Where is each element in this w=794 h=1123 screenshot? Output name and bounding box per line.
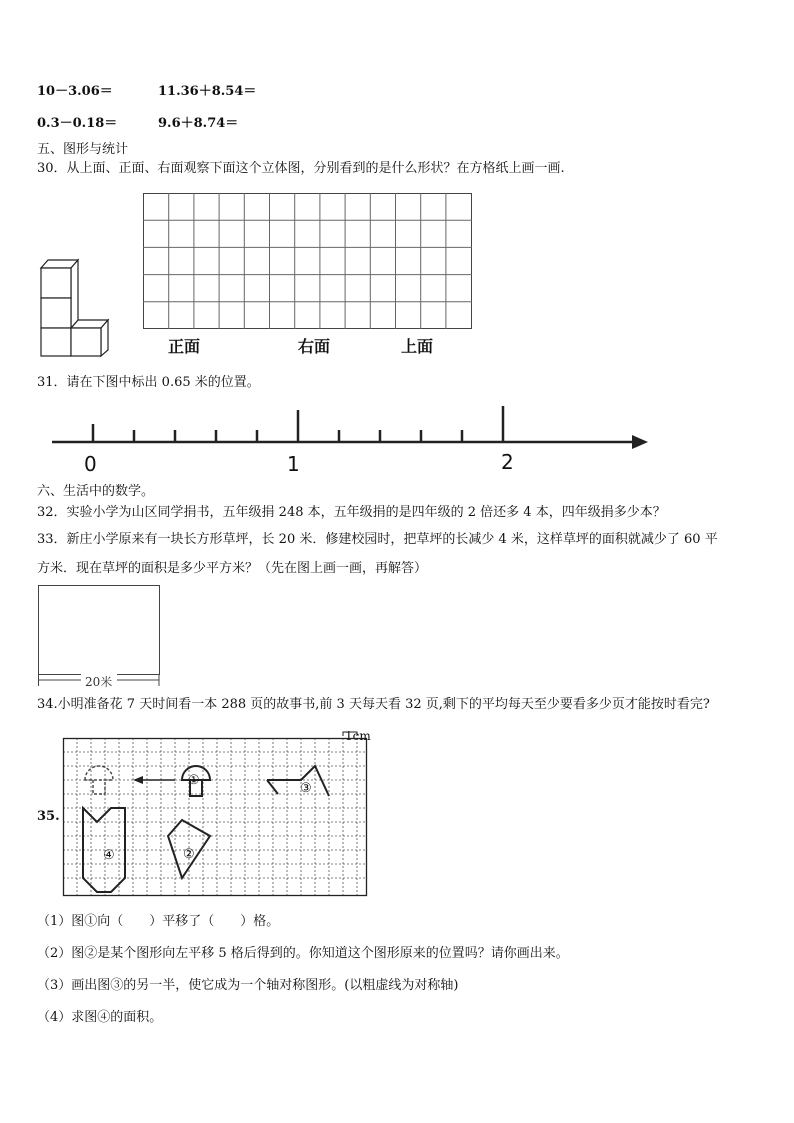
q35-sub4: （4）求图④的面积。 [37,1010,163,1025]
axis-label-2: 2 [501,450,514,474]
q30-square-grid [143,193,473,330]
q30-text: 30．从上面、正面、右面观察下面这个立体图，分别看到的是什么形状？在方格纸上画一画. [37,161,565,176]
shape-label-4: ④ [103,848,115,863]
number-line [52,404,652,454]
q33-text-line1: 33．新庄小学原来有一块长方形草坪，长 20 米．修建校园时，把草坪的长减少 4 米，这样草坪的面积就减少了 60 平 [37,532,718,547]
calc-row1-a: 10－3.06＝ [37,84,113,99]
unit-label: 1cm [345,729,371,743]
q31-text: 31．请在下图中标出 0.65 米的位置。 [37,375,260,390]
label-top-view: 上面 [401,337,434,356]
q35-sub2: （2）图②是某个图形向左平移 5 格后得到的。你知道这个图形原来的位置吗？请你画出来。 [37,946,569,961]
shape-label-1: ① [188,773,200,788]
calc-row2-a: 0.3－0.18＝ [37,116,118,131]
q35-sub3: （3）画出图③的另一半，使它成为一个轴对称图形。(以粗虚线为对称轴) [37,978,459,993]
section5-title: 五、图形与统计 [37,142,129,157]
q35-dotted-grid [63,738,368,898]
axis-label-0: 0 [84,452,97,476]
section6-title: 六、生活中的数学。 [37,484,155,499]
label-front-view: 正面 [168,337,201,356]
calc-row1-b: 11.36＋8.54＝ [158,84,257,99]
q35-number: 35. [37,809,60,824]
q34-text: 34.小明准备花 7 天时间看一本 288 页的故事书,前 3 天每天看 32 页,剩下的平均每天至少要看多少页才能按时看完? [37,697,710,712]
q32-text: 32．实验小学为山区同学捐书，五年级捐 248 本，五年级捐的是四年级的 2 倍还多 4 本，四年级捐多少本？ [37,505,666,520]
shape-label-3: ③ [300,781,312,796]
q33-text-line2: 方米．现在草坪的面积是多少平方米？（先在图上画一画，再解答） [37,561,428,576]
q33-length-label: 20米 [85,675,113,689]
calc-row2-b: 9.6＋8.74＝ [158,116,239,131]
axis-label-1: 1 [287,452,300,476]
q35-sub1: （1）图①向（ ）平移了（ ）格。 [37,914,280,929]
shape-label-2: ② [183,847,195,862]
cube-stack-figure [38,236,113,358]
label-right-view: 右面 [298,337,331,356]
